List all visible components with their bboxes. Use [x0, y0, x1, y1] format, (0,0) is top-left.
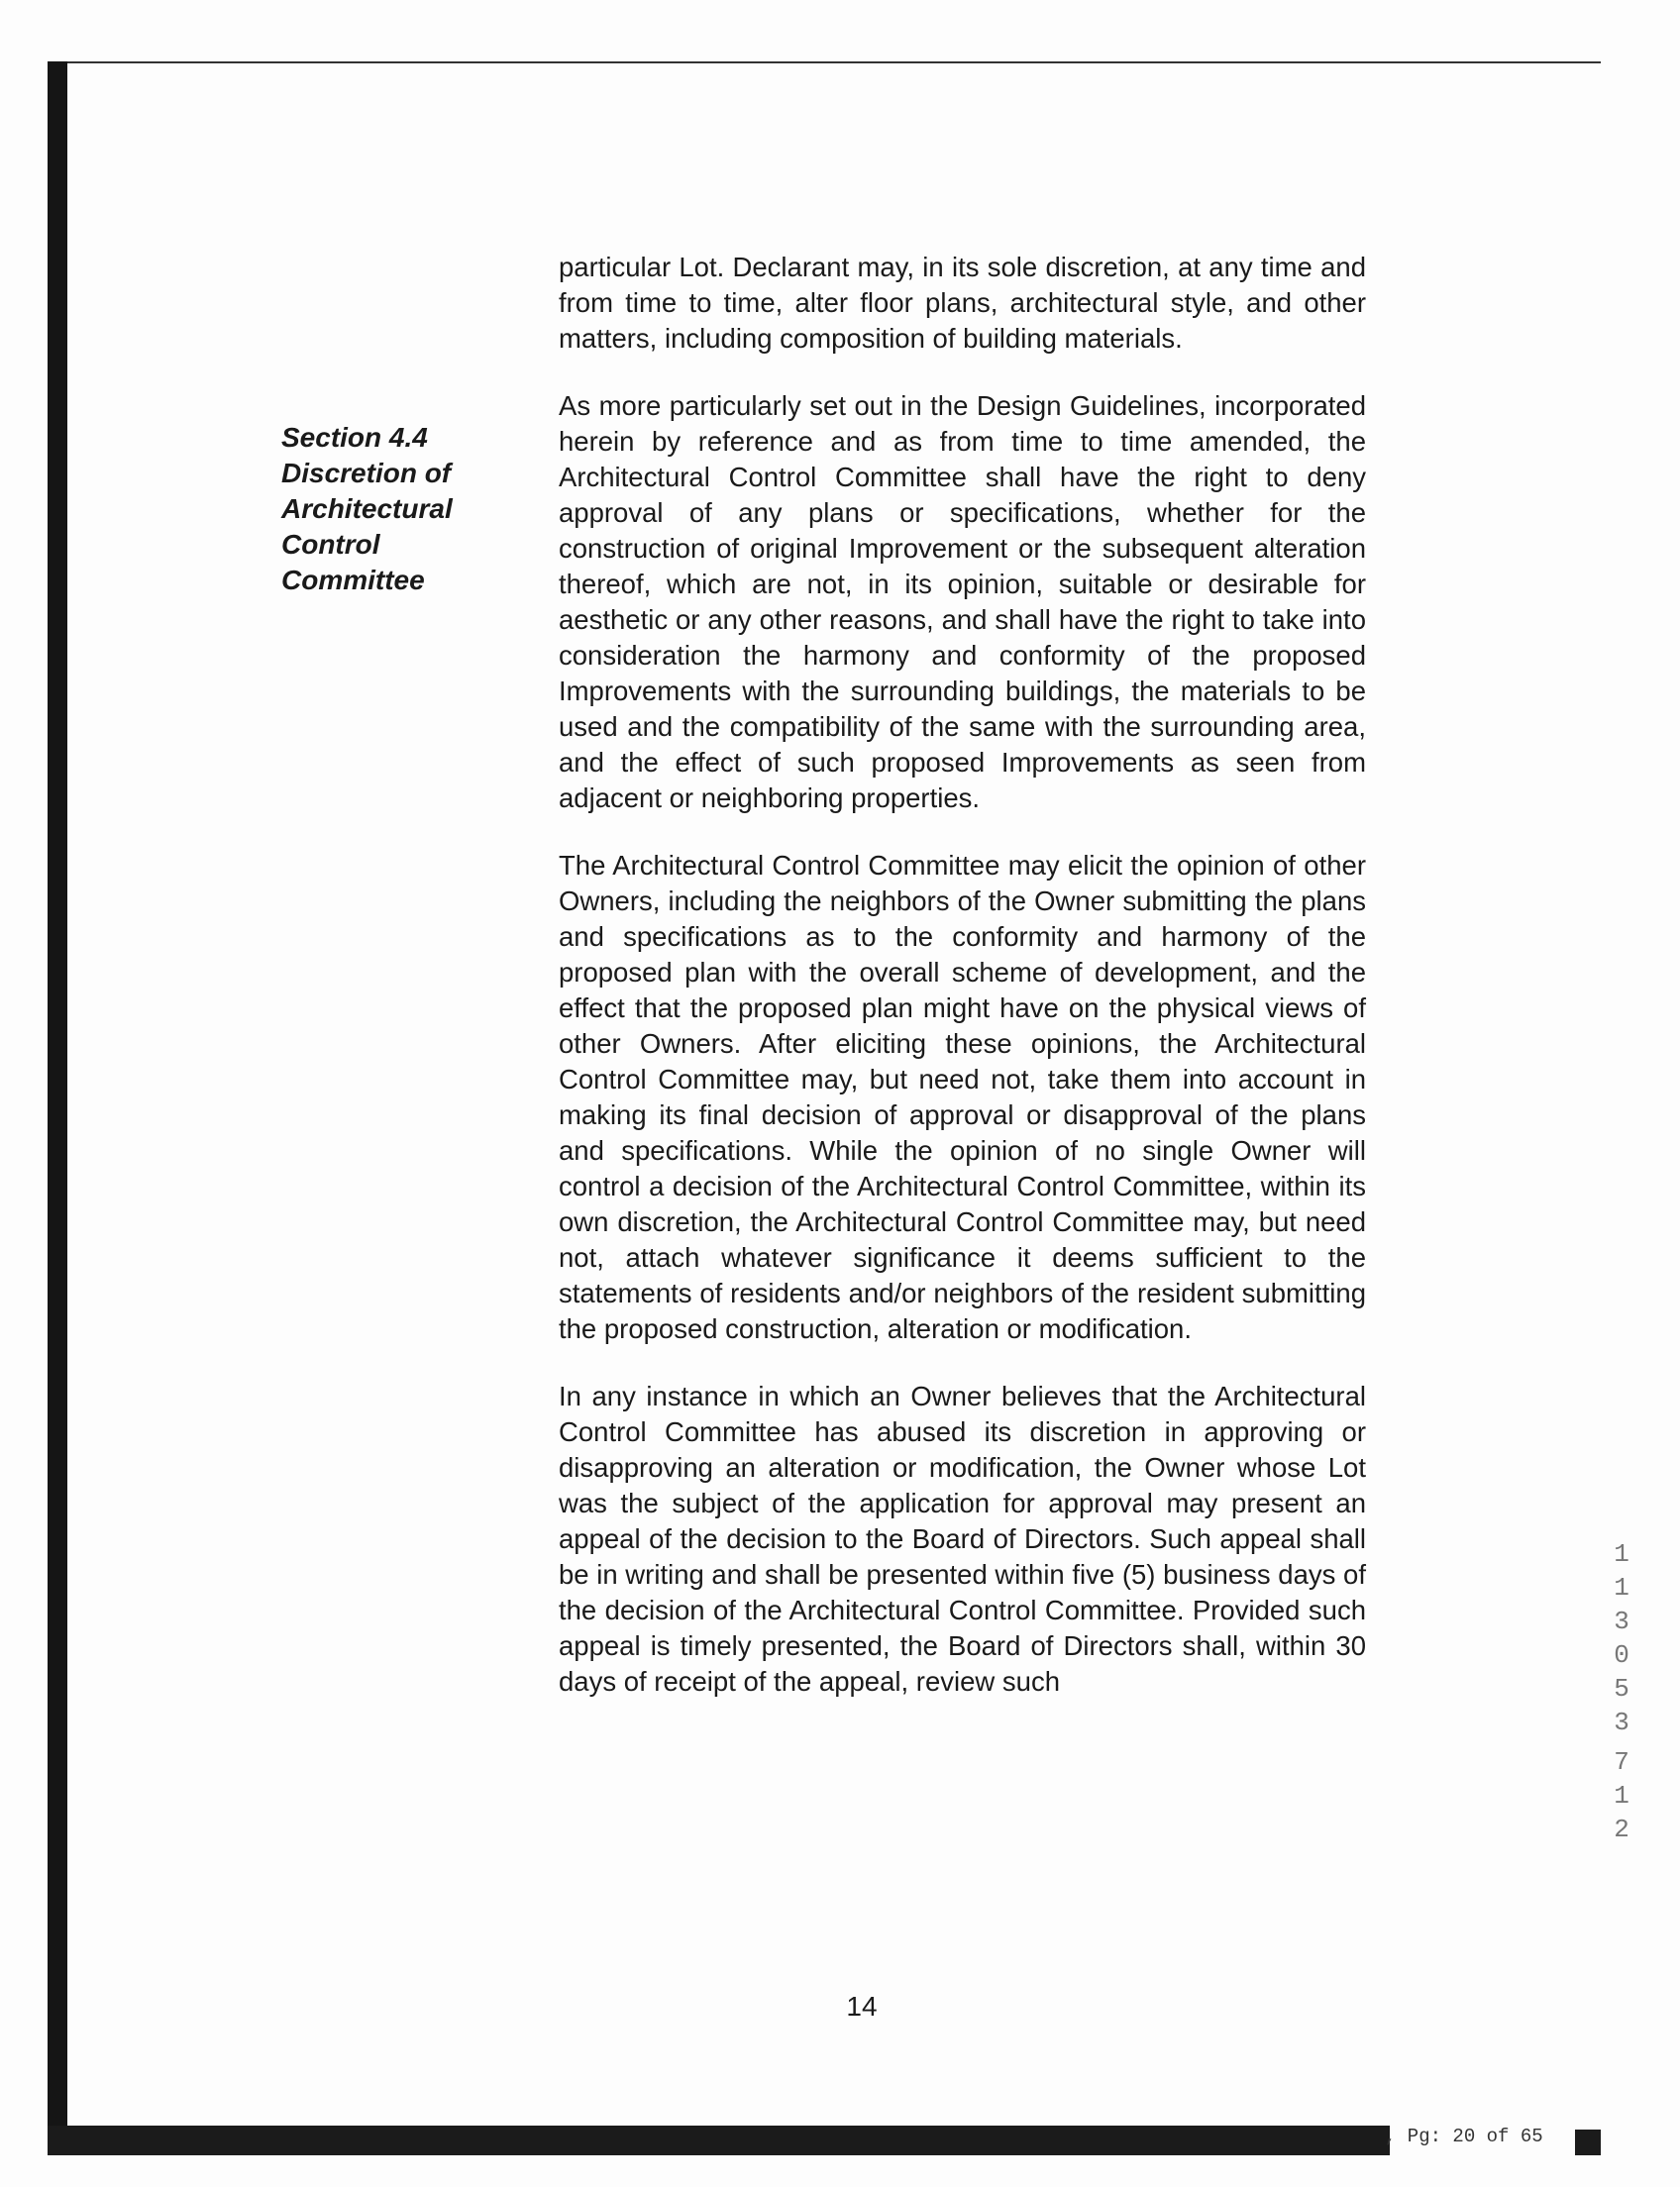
section-paragraph: In any instance in which an Owner believes that the Architectural Control Committee has abused its discretion in approving or disapproving an alteration or modification, the Owner whose Lot was the subject of the application for approval may present an appeal of the decision to the Board of Directors. Such appeal shall be in writing and shall be presented within five (5) business days of the decision of the Architectural Control Committee. Provided such appeal is timely presented, the Board of Directors shall, within 30 days of receipt of the appeal, review such	[559, 1381, 1366, 1697]
section-heading-line: Discretion of	[281, 458, 452, 488]
scan-bottom-edge-right	[1575, 2130, 1601, 2155]
recording-mark: 5	[1614, 1674, 1629, 1704]
body-text	[559, 250, 1366, 1731]
recording-mark: 3	[1614, 1708, 1629, 1737]
page-number: 14	[846, 1991, 878, 2022]
recording-number-marks	[1607, 1537, 1636, 1846]
recording-mark: 1	[1614, 1781, 1629, 1811]
continuation-paragraph: particular Lot. Declarant may, in its sole discretion, at any time and from time to time, alter floor plans, architectural style, and other matters, including composition of building materials.	[559, 252, 1366, 354]
scan-left-edge	[48, 61, 67, 2139]
section-heading-line: Control	[281, 529, 380, 560]
section-heading-line: Section 4.4	[281, 422, 428, 453]
scan-top-edge	[55, 61, 1601, 63]
recording-mark: 3	[1614, 1607, 1629, 1636]
section-heading	[281, 420, 509, 598]
page-count-stamp: , Pg: 20 of 65	[1385, 2126, 1543, 2147]
section-heading-line: Committee	[281, 565, 425, 595]
section-heading-line: Architectural	[281, 493, 453, 524]
recording-mark: 0	[1614, 1640, 1629, 1670]
recording-mark: 1	[1614, 1573, 1629, 1603]
section-paragraph: The Architectural Control Committee may elicit the opinion of other Owners, including the neighbors of the Owner submitting the plans and specifications as to the conformity and harmony of the proposed plan with the overall scheme of development, and the effect that the proposed plan might have on the physical views of other Owners. After eliciting these opinions, the Architectural Control Committee may, but need not, take them into account in making its final decision of approval or disapproval of the plans and specifications. While the opinion of no single Owner will control a decision of the Architectural Control Committee, within its own discretion, the Architectural Control Committee may, but need not, attach whatever significance it deems sufficient to the statements of residents and/or neighbors of the resident submitting the proposed construction, alteration or modification.	[559, 850, 1366, 1344]
recording-mark: 1	[1614, 1539, 1629, 1569]
recording-mark: 2	[1614, 1815, 1629, 1844]
scan-bottom-edge	[48, 2126, 1390, 2155]
recording-mark: 7	[1614, 1747, 1629, 1777]
section-paragraph: As more particularly set out in the Design Guidelines, incorporated herein by reference and as from time to time amended, the Architectural Control Committee shall have the right to deny approval of any plans or specifications, whether for the construction of original Improvement or the subsequent alteration thereof, which are not, in its opinion, suitable or desirable for aesthetic or any other reasons, and shall have the right to take into consideration the harmony and conformity of the proposed Improvements with the surrounding buildings, the materials to be used and the compatibility of the same with the surrounding area, and the effect of such proposed Improvements as seen from adjacent or neighboring properties.	[559, 390, 1366, 813]
